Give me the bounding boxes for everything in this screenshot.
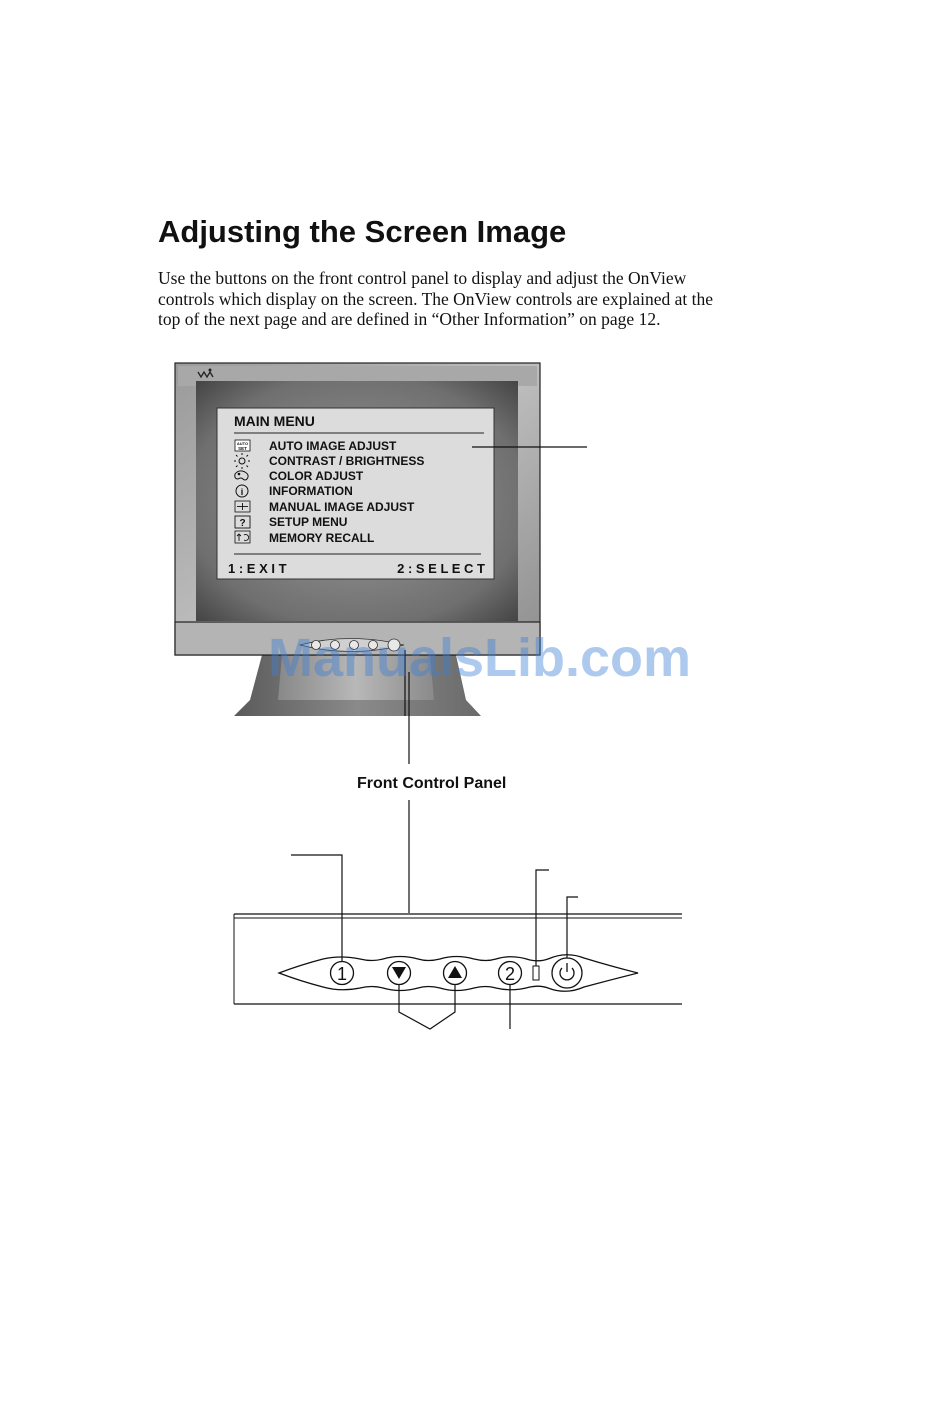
osd-item-color-adjust[interactable]: COLOR ADJUST [269, 469, 364, 483]
auto-set-icon [235, 440, 250, 451]
button-1[interactable] [331, 962, 354, 985]
button-2-label: 2 [504, 964, 516, 984]
svg-text:?: ? [239, 518, 246, 529]
osd-main-menu [217, 408, 494, 579]
osd-item-auto-image-adjust[interactable]: AUTO IMAGE ADJUST [269, 439, 397, 453]
power-indicator-light [533, 966, 539, 980]
button-2[interactable] [499, 962, 522, 985]
osd-item-memory-recall[interactable]: MEMORY RECALL [269, 531, 375, 545]
svg-text:i: i [240, 487, 244, 497]
osd-item-manual-image-adjust[interactable]: MANUAL IMAGE ADJUST [269, 500, 415, 514]
watermark: ManualsLib.com [268, 628, 692, 688]
svg-text:SET: SET [238, 446, 247, 451]
intro-line: controls which display on the screen. The OnView controls are explained at the [158, 288, 714, 309]
button-callout-lines [291, 855, 578, 1029]
up-arrow-button[interactable] [444, 962, 467, 985]
intro-line: top of the next page and are defined in “Other Information” on page 12. [158, 309, 661, 329]
button-1-label: 1 [336, 964, 348, 984]
front-control-panel [234, 914, 682, 1004]
svg-text:AUTO: AUTO [236, 441, 249, 446]
osd-item-information[interactable]: INFORMATION [269, 484, 353, 498]
power-button[interactable] [552, 958, 582, 988]
front-control-panel-caption: Front Control Panel [357, 775, 507, 792]
page-title: Adjusting the Screen Image [158, 214, 567, 249]
osd-footer-select: 2 : S E L E C T [397, 561, 485, 576]
osd-item-setup-menu[interactable]: SETUP MENU [269, 515, 348, 529]
osd-item-contrast-brightness[interactable]: CONTRAST / BRIGHTNESS [269, 454, 425, 468]
osd-footer-exit: 1 : E X I T [228, 561, 287, 576]
intro-line: Use the buttons on the front control panel to display and adjust the OnView [158, 268, 687, 288]
down-arrow-button[interactable] [388, 962, 411, 985]
osd-menu-title: MAIN MENU [234, 413, 315, 429]
